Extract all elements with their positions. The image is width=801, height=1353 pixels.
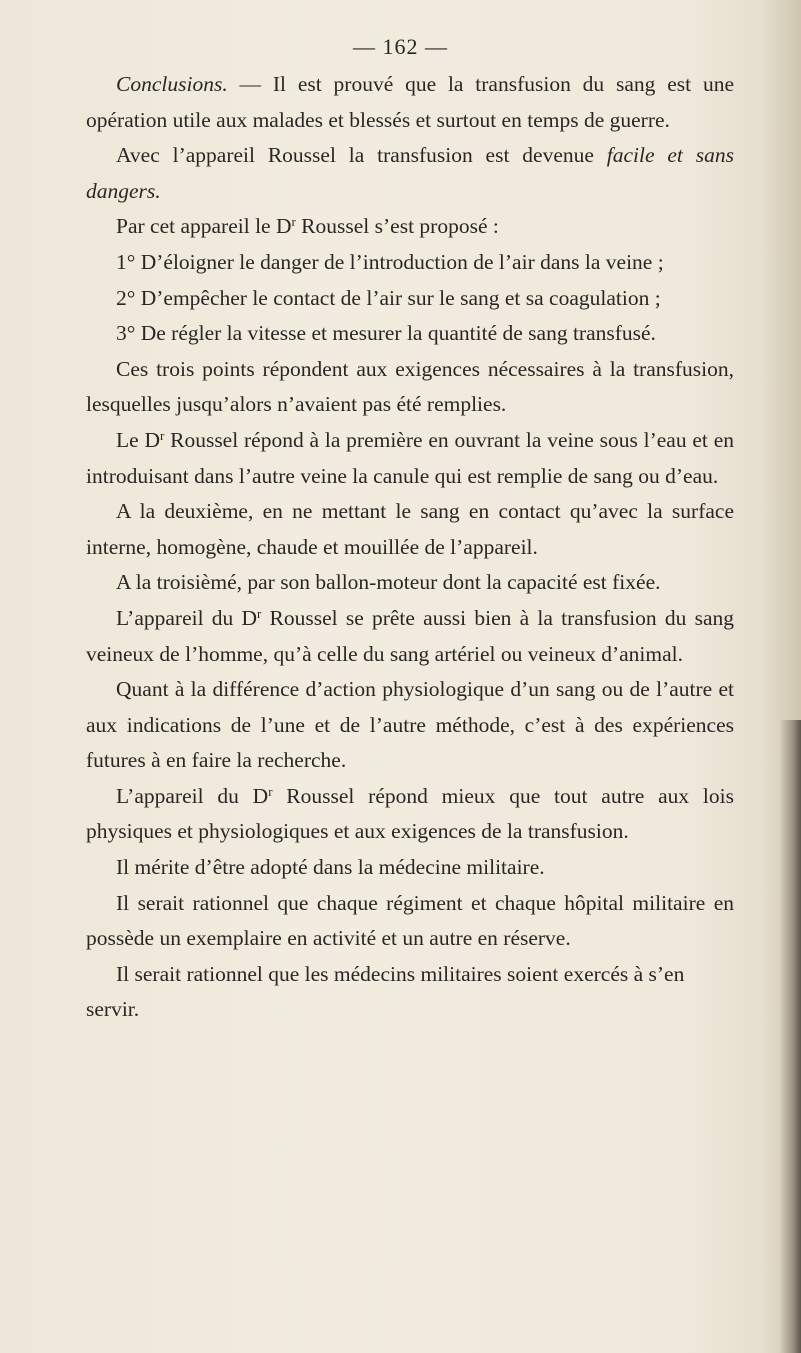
body-text — [86, 67, 734, 1028]
paragraph-text: Roussel répond à la première en ouvrant la veine sous l’eau et en introduisant dans l’autre veine la canule qui est remplie de sang ou d’eau. — [86, 427, 735, 488]
page-number: — 162 — — [353, 34, 448, 59]
paragraph-appareil-roussel — [86, 138, 734, 209]
paragraph-text: Par cet appareil le D — [116, 214, 292, 239]
paragraph-regiment: Il serait rationnel que chaque régiment et chaque hôpital militaire en possède un exemplaire en activité et un autre en réserve. — [86, 890, 734, 951]
paragraph-text: L’appareil du D — [116, 605, 258, 630]
paragraph-lois-physiques — [86, 779, 734, 850]
list-item-2: 2° D’empêcher le contact de l’air sur le sang et sa coagulation ; — [116, 285, 661, 310]
paragraph-sang-veineux — [86, 601, 734, 672]
paragraph-text: L’appareil du D — [116, 783, 269, 808]
list-item-3: 3° De régler la vitesse et mesurer la quantité de sang transfusé. — [116, 321, 656, 346]
paragraph-troisieme: A la troisièmé, par son ballon-moteur dont la capacité est fixée. — [116, 570, 661, 595]
paragraph-conclusions — [86, 67, 734, 138]
paragraph-text: Roussel répond mieux que tout autre aux lois physiques et physiologiques et aux exigences de la transfusion. — [86, 783, 734, 844]
superscript: r — [257, 606, 262, 621]
list-item-1: 1° D’éloigner le danger de l’introduction de l’air dans la veine ; — [116, 249, 664, 274]
paragraph-deuxieme: A la deuxième, en ne mettant le sang en contact qu’avec la surface interne, homogène, chaude et mouillée de l’appareil. — [86, 499, 734, 559]
paragraph-propose — [86, 209, 734, 245]
page-edge-shadow — [779, 720, 801, 1353]
paragraph-text: Roussel s’est proposé : — [295, 214, 499, 239]
superscript: r — [291, 215, 296, 230]
conclusions-heading: Conclusions. — [116, 72, 228, 96]
paragraph-trois-points: Ces trois points répondent aux exigences nécessaires à la transfusion, lesquelles jusqu’alors n’avaient pas été remplies. — [86, 356, 734, 417]
paragraph-premiere — [86, 423, 734, 494]
superscript: r — [268, 784, 273, 799]
paragraph-medecins: Il serait rationnel que les médecins militaires soient exercés à s’en servir. — [86, 961, 685, 1022]
paragraph-difference: Quant à la différence d’action physiologique d’un sang ou de l’autre et aux indications de l’une et de l’autre méthode, c’est à des expériences futures à en faire la recherche. — [86, 677, 734, 773]
superscript: r — [160, 428, 165, 443]
conclusions-text: — Il est prouvé que la transfusion du sang est une opération utile aux malades et blessés et surtout en temps de guerre. — [86, 72, 734, 132]
paragraph-text: Le D — [116, 427, 161, 452]
paragraph-text: Avec l’appareil Roussel la transfusion est devenue — [116, 143, 607, 168]
paragraph-merite: Il mérite d’être adopté dans la médecine militaire. — [116, 855, 545, 880]
emphasis-facile: facile et sans dangers. — [86, 143, 734, 203]
paragraph-text: Roussel se prête aussi bien à la transfusion du sang veineux de l’homme, qu’à celle du sang artériel ou veineux d’animal. — [86, 605, 734, 666]
